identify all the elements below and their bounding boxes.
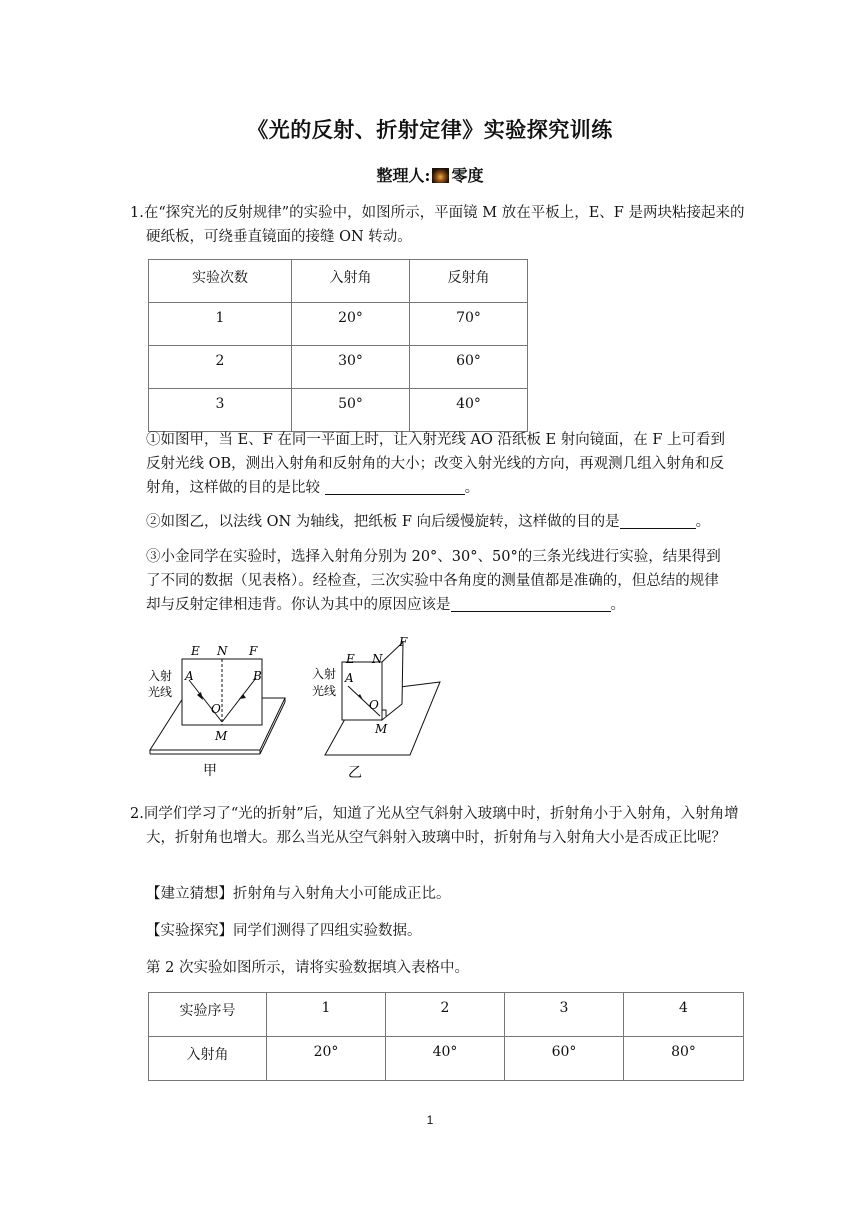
answer-blank[interactable] [451,595,611,612]
reflection-table [148,259,528,432]
table-cell: 80° [624,1037,744,1081]
table-cell: 2 [149,346,292,389]
table-header-row [149,993,744,1037]
label-N: N [372,652,383,666]
question-2-text: 2.同学们学习了“光的折射”后，知道了光从空气斜射入玻璃中时，折射角小于入射角，入射角增大，折射角也增大。那么当光从空气斜射入玻璃中时，折射角与入射角大小是否成正比呢？ [130,806,739,846]
refraction-table [148,992,744,1081]
sub-question-1-text: ①如图甲，当 E、F 在同一平面上时，让入射光线 AO 沿纸板 E 射向镜面，在 F 上可看到反射光线 OB，测出入射角和反射角的大小；改变入射光线的方向，再观测几组入射角和反射角，这样做的目的是比较 [146,432,726,496]
table-header-cell: 实验次数 [149,260,292,303]
figure-caption-yi: 乙 [348,765,362,781]
compiler-line [0,163,860,186]
table-cell: 40° [386,1037,505,1081]
label-incident: 入射 [148,669,173,683]
question-1-text: 1.在“探究光的反射规律”的实验中，如图所示，平面镜 M 放在平板上，E、F 是两块粘接起来的硬纸板，可绕垂直镜面的接缝 ON 转动。 [130,205,745,245]
table-cell: 50° [292,389,410,432]
label-N: N [217,644,228,658]
table-cell: 3 [149,389,292,432]
table-cell: 1 [149,303,292,346]
table-row [149,1037,744,1081]
table-cell: 20° [267,1037,386,1081]
label-F: F [399,635,408,649]
label-A: A [345,671,354,685]
table-header-cell: 3 [505,993,624,1037]
table-header-cell: 反射角 [410,260,528,303]
table-cell: 40° [410,389,528,432]
label-E: E [191,644,200,658]
instruction-text: 第 2 次实验如图所示，请将实验数据填入表格中。 [146,960,469,976]
page-number: 1 [426,1113,434,1127]
hypothesis-text: 【建立猜想】折射角与入射角大小可能成正比。 [146,886,451,902]
label-B: B [253,669,262,683]
label-M: M [375,722,388,736]
explore-text: 【实验探究】同学们测得了四组实验数据。 [146,923,422,939]
table-header-row [149,260,528,303]
sub-question-2-end: 。 [695,514,711,530]
table-cell: 30° [292,346,410,389]
sub-question-1 [146,428,730,500]
avatar-icon [432,168,449,183]
table-row [149,389,528,432]
table-header-cell: 1 [267,993,386,1037]
sub-question-3-end: 。 [610,597,625,613]
sub-question-2-text: ②如图乙，以法线 ON 为轴线，把纸板 F 向后缓慢旋转，这样做的目的是 [146,514,620,530]
table-cell: 20° [292,303,410,346]
table-header-cell: 入射角 [292,260,410,303]
sub-question-2 [146,510,730,534]
sub-question-3-text: ③小金同学在实验时，选择入射角分别为 20°、30°、50°的三条光线进行实验，结果得到了不同的数据（见表格）。经检查，三次实验中各角度的测量值都是准确的，但总结的规律却与反射定律相违背。你认为其中的原因应该是 [146,549,721,613]
label-O: O [211,702,221,716]
compiler-label: 整理人: [376,166,431,185]
sub-question-3 [146,545,730,617]
label-ray: 光线 [148,685,173,699]
compiler-name: 零度 [451,166,484,185]
figure-caption-jia: 甲 [203,763,217,779]
figure-yi [305,630,455,785]
table-header-cell: 4 [624,993,744,1037]
table-header-cell: 实验序号 [149,993,267,1037]
label-incident: 入射 [312,667,337,681]
table-cell: 70° [410,303,528,346]
page-title: 《光的反射、折射定律》实验探究训练 [247,118,613,142]
label-O: O [369,698,379,712]
answer-blank[interactable] [620,512,696,529]
table-cell: 60° [505,1037,624,1081]
answer-blank[interactable] [325,478,465,495]
label-F: F [249,644,258,658]
table-cell: 入射角 [149,1037,267,1081]
table-row [149,303,528,346]
label-A: A [185,669,194,683]
table-cell: 60° [410,346,528,389]
label-E: E [346,652,355,666]
figure-jia [145,640,325,785]
table-header-cell: 2 [386,993,505,1037]
table-row [149,346,528,389]
label-M: M [215,729,228,743]
sub-question-1-end: 。 [464,480,480,496]
label-ray: 光线 [312,684,337,698]
